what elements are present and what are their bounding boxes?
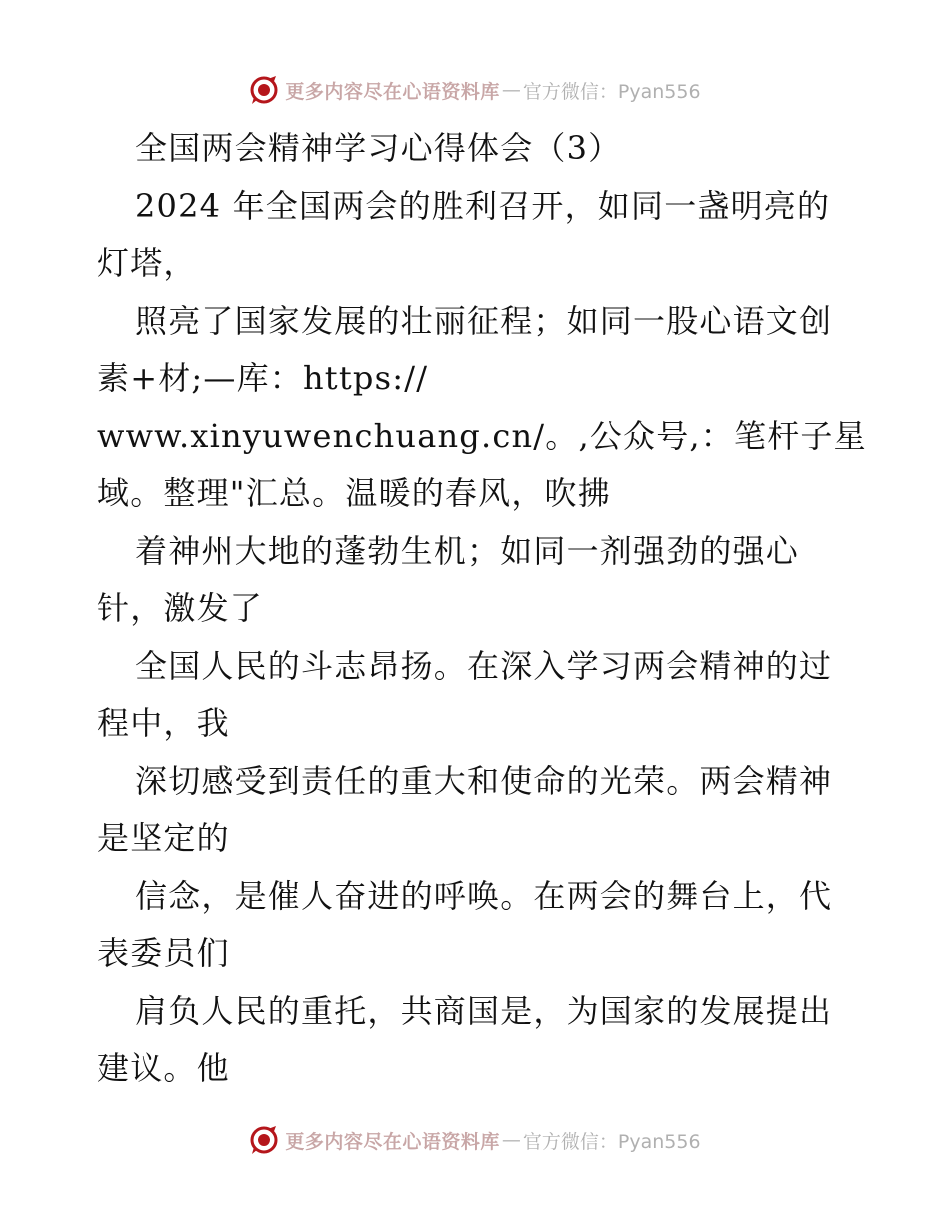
header-banner xyxy=(0,70,950,110)
paragraph-line: www.xinyuwenchuang.cn/。,公众号,：笔杆子星 xyxy=(97,416,867,455)
paragraph-line: 照亮了国家发展的壮丽征程；如同一股心语文创 xyxy=(135,301,833,340)
banner-contact-text: 官方微信：Pyan556 xyxy=(522,1130,701,1153)
paragraph-line: 灯塔， xyxy=(97,244,197,282)
paragraph-line: 程中，我 xyxy=(97,704,230,742)
banner-separator: — xyxy=(501,1129,521,1151)
pen-logo-icon xyxy=(249,75,279,105)
banner-site-text: 更多内容尽在心语资料库 xyxy=(285,80,500,103)
paragraph-line: 是坚定的 xyxy=(97,819,230,857)
paragraph-line: 信念，是催人奋进的呼唤。在两会的舞台上，代 xyxy=(135,876,833,915)
banner-site-text: 更多内容尽在心语资料库 xyxy=(285,1130,500,1153)
banner-contact-text: 官方微信：Pyan556 xyxy=(522,80,701,103)
paragraph-line: 全国人民的斗志昂扬。在深入学习两会精神的过 xyxy=(135,646,833,685)
paragraph-line: 深切感受到责任的重大和使命的光荣。两会精神 xyxy=(135,761,833,800)
paragraph-line: 建议。他 xyxy=(97,1049,230,1087)
paragraph-line: 素+材;—库：https:// xyxy=(97,359,429,397)
document-title: 全国两会精神学习心得体会（3） xyxy=(135,129,622,167)
banner-separator: — xyxy=(501,79,521,101)
pen-logo-icon xyxy=(249,1125,279,1155)
paragraph-line: 2024 年全国两会的胜利召开，如同一盏明亮的 xyxy=(135,186,831,225)
paragraph-line: 针，激发了 xyxy=(97,589,264,627)
paragraph-line: 着神州大地的蓬勃生机；如同一剂强劲的强心 xyxy=(135,531,800,570)
document-body xyxy=(97,120,867,1098)
paragraph-line: 肩负人民的重托，共商国是，为国家的发展提出 xyxy=(135,991,833,1030)
paragraph-line: 表委员们 xyxy=(97,934,230,972)
footer-banner xyxy=(0,1120,950,1160)
paragraph-line: 域。整理"汇总。温暖的春风，吹拂 xyxy=(97,474,611,512)
